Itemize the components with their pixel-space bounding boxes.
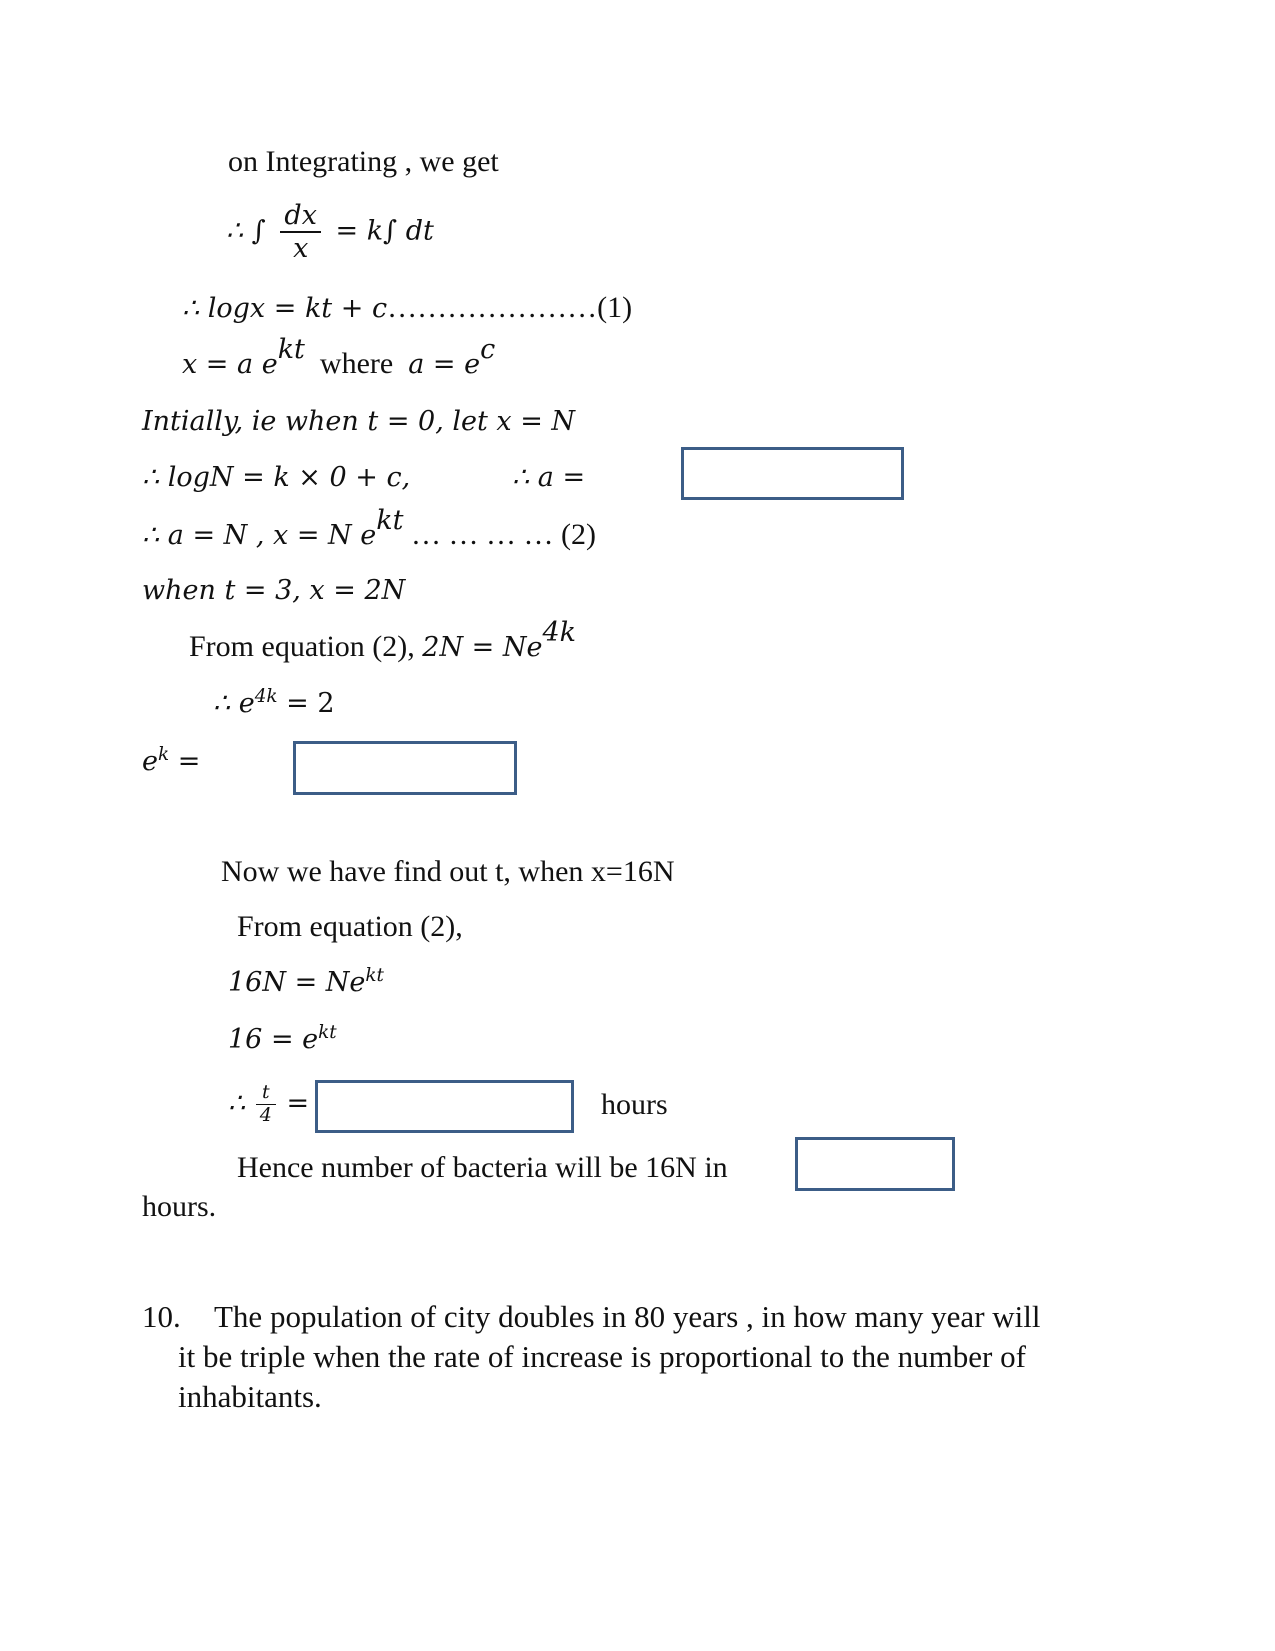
text-hours-period: hours. [142, 1190, 217, 1223]
exponent-4k: 4k [542, 617, 577, 649]
integral-prefix: ∴ ∫ [226, 215, 266, 247]
equation-16-equals-ekt [228, 1022, 337, 1058]
question-line-3: inhabitants. [178, 1379, 322, 1414]
equation-t-over-4 [228, 1074, 309, 1134]
question-line-2: it be triple when the rate of increase is proportional to the number of [178, 1339, 1026, 1374]
fraction-numerator-t: t [256, 1082, 276, 1105]
therefore-a-equals: ∴ a = [512, 462, 586, 493]
question-line-1: The population of city doubles in 80 years , in how many year will [214, 1299, 1041, 1334]
answer-box-a[interactable] [681, 447, 904, 500]
text-hence: Hence number of bacteria will be 16N in [237, 1151, 728, 1184]
16N-equals-Ne: 16N = Ne [228, 967, 366, 998]
therefore-e: ∴ e [213, 688, 255, 719]
exponent-kt-4: kt [318, 1021, 337, 1043]
answer-box-t[interactable] [315, 1080, 574, 1133]
equation-integral [226, 200, 434, 264]
equation-x-equals-a-ekt [182, 334, 496, 383]
equation-1 [182, 290, 632, 327]
2N-equals-Ne: 2N = Ne [422, 632, 543, 663]
exponent-k: k [157, 743, 170, 765]
fraction-t-over-4 [256, 1082, 276, 1127]
word-where: where [319, 347, 394, 380]
a-equals-e: a = e [408, 349, 481, 380]
text-when-t-3: when t = 3, x = 2N [142, 575, 406, 606]
fraction-dx-over-x [280, 200, 321, 264]
exponent-4k-2: 4k [254, 685, 278, 707]
exponent-kt: kt [277, 334, 305, 366]
equals-sign: = [286, 1088, 310, 1119]
16-equals-e: 16 = e [228, 1024, 319, 1055]
equation-2-label: … … … … (2) [410, 518, 596, 551]
fraction-denominator-4: 4 [259, 1104, 272, 1126]
equation-logN: ∴ logN = k × 0 + c, [142, 462, 411, 493]
equation-e4k-equals-2 [213, 686, 335, 722]
equation-1-math: ∴ logx = kt + c [182, 293, 388, 324]
text-now-find-t: Now we have find out t, when x=16N [221, 855, 675, 888]
exponent-kt-2: kt [376, 505, 404, 537]
answer-box-ek[interactable] [293, 741, 517, 795]
equals-2: = 2 [277, 688, 335, 719]
text-hours-unit: hours [601, 1088, 668, 1121]
equation-from-2 [189, 617, 577, 666]
integral-rhs: = k∫ dt [335, 215, 434, 247]
equation-ek-equals [142, 744, 200, 780]
fraction-numerator: dx [280, 200, 321, 233]
a-equals-N: ∴ a = N , x = N e [142, 520, 377, 551]
equation-1-dots: …………………(1) [387, 291, 633, 324]
question-number: 10. [142, 1299, 181, 1334]
text-on-integrating: on Integrating , we get [228, 145, 499, 178]
exponent-kt-3: kt [365, 964, 384, 986]
equation-2 [142, 505, 596, 554]
text-from-equation-2: From equation (2), [237, 910, 463, 943]
x-equals-a-e: x = a e [182, 349, 278, 380]
equation-16N [228, 965, 384, 1001]
text-initially: Intially, ie when t = 0, let x = N [142, 406, 576, 437]
exponent-c: c [480, 334, 496, 366]
from-equation-2: From equation (2), [189, 630, 415, 663]
e: e [142, 746, 158, 777]
fraction-denominator: x [293, 233, 309, 265]
therefore-symbol: ∴ [228, 1088, 246, 1119]
equals: = [169, 746, 201, 777]
answer-box-hours[interactable] [795, 1137, 955, 1191]
